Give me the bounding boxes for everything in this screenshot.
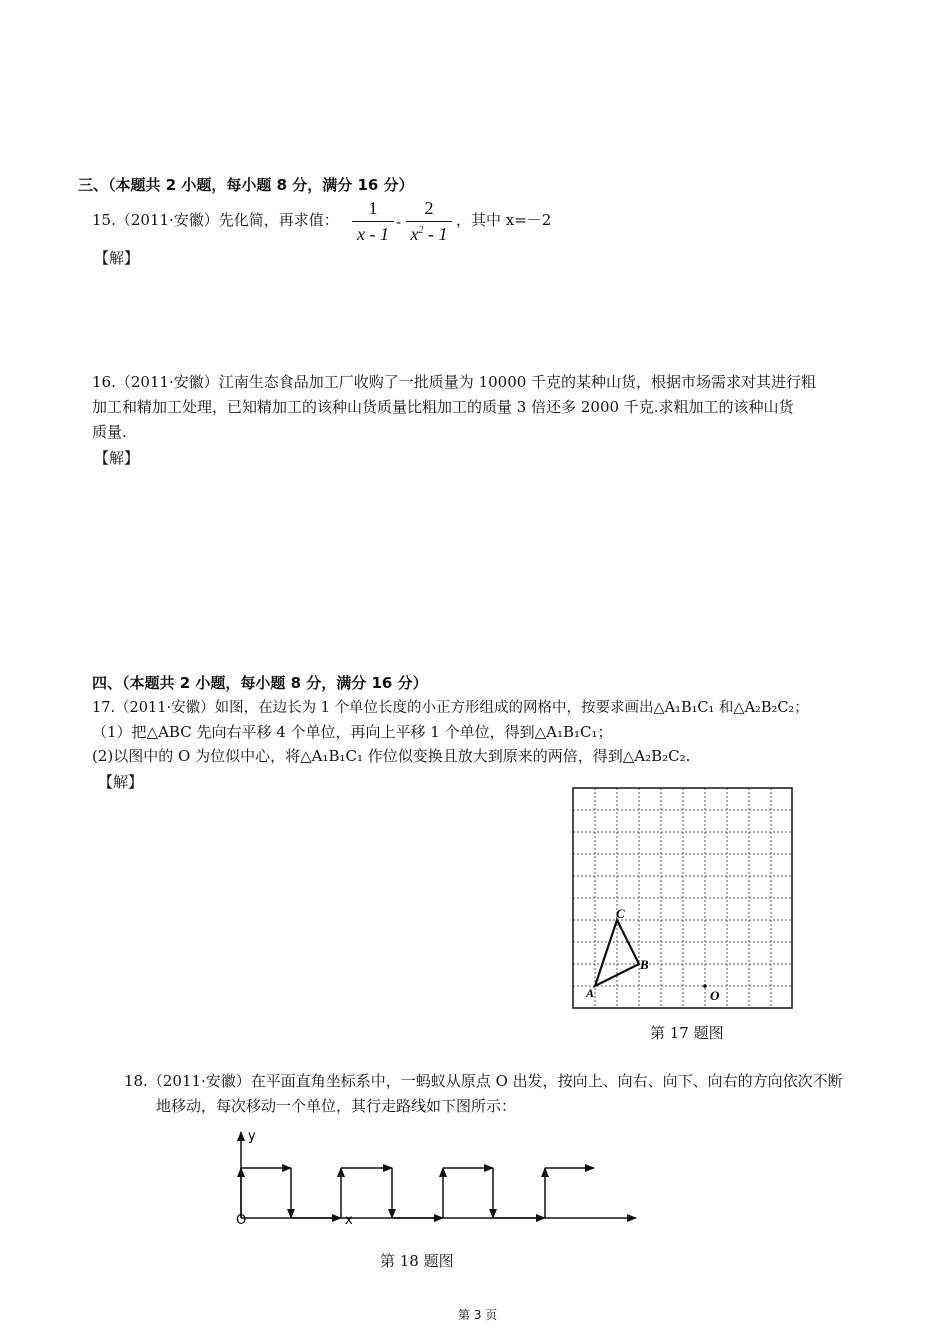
section-3-title: 三、（本题共 2 小题，每小题 8 分，满分 16 分）: [78, 176, 414, 194]
section-4-title: 四、（本题共 2 小题，每小题 8 分，满分 16 分）: [92, 674, 428, 692]
q15-frac1-denominator: x - 1: [357, 224, 389, 244]
q15-frac1-numerator: 1: [368, 198, 378, 218]
fraction-bar: [352, 221, 394, 222]
q17-line-2: （1）把△ABC 先向右平移 4 个单位，再向上平移 1 个单位，得到△A₁B₁C₁；: [92, 723, 613, 741]
q15-frac2-exponent: 2: [418, 225, 424, 236]
q15-fraction-2: [406, 198, 452, 245]
q15-frac2-denominator: [406, 224, 452, 245]
q18-path-figure: [228, 1124, 648, 1234]
q16-line-2: 加工和精加工处理，已知精加工的该种山货质量比粗加工的质量 3 倍还多 2000 千克.求粗加工的该种山货: [92, 398, 794, 416]
label-y: y: [248, 1129, 256, 1144]
label-c: C: [616, 906, 625, 921]
point-o: [703, 984, 707, 988]
q15-tail: ，其中 x=－2: [456, 211, 552, 229]
q18-line-1: 18.（2011·安徽）在平面直角坐标系中，一蚂蚁从原点 O 出发，按向上、向右、向下、向右的方向依次不断: [124, 1072, 843, 1090]
q18-line-2: 地移动，每次移动一个单位，其行走路线如下图所示：: [156, 1097, 517, 1115]
label-b: B: [640, 957, 649, 972]
label-o: O: [236, 1213, 247, 1228]
label-a: A: [586, 986, 595, 1000]
q16-line-1: 16.（2011·安徽）江南生态食品加工厂收购了一批质量为 10000 千克的某种山货，根据市场需求对其进行粗: [92, 373, 817, 391]
q17-caption: 第 17 题图: [650, 1024, 724, 1042]
q17-line-3: (2)以图中的 O 为位似中心，将△A₁B₁C₁ 作位似变换且放大到原来的两倍，得到△A₂B₂C₂.: [92, 747, 691, 765]
q15-frac2-base: x: [410, 224, 419, 244]
q15-answer-label: 【解】: [94, 249, 140, 267]
q15-frac2-tail: - 1: [423, 224, 448, 244]
q15-intro: 15.（2011·安徽）先化简，再求值：: [92, 211, 339, 229]
q15-fraction-1: [352, 198, 394, 245]
q15-minus: -: [396, 213, 402, 231]
q17-line-1: 17.（2011·安徽）如图，在边长为 1 个单位长度的小正方形组成的网格中，按要求画出△A₁B₁C₁ 和△A₂B₂C₂；: [92, 700, 809, 716]
q16-answer-label: 【解】: [94, 449, 140, 467]
fraction-bar: [406, 221, 452, 222]
q15-frac2-numerator: 2: [424, 198, 434, 218]
q18-caption: 第 18 题图: [380, 1252, 454, 1270]
q17-answer-label: 【解】: [98, 773, 144, 791]
q16-line-3: 质量.: [92, 423, 127, 441]
label-o: O: [710, 988, 720, 1003]
page-number: 第 3 页: [458, 1308, 498, 1322]
q17-grid-figure: [570, 786, 796, 1012]
label-x: x: [345, 1213, 353, 1228]
